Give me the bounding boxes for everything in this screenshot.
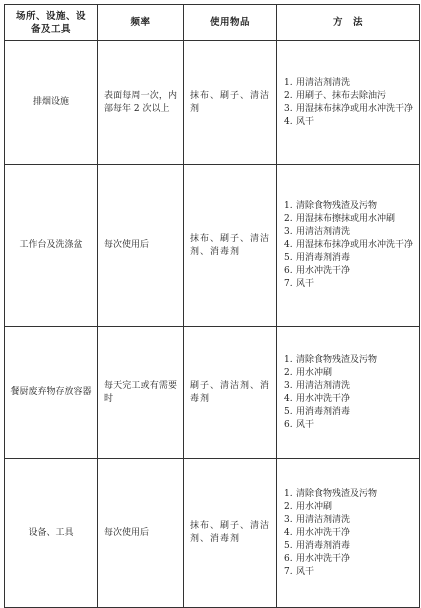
method-step — [284, 553, 415, 566]
step-number: 4. — [284, 393, 293, 404]
step-number: 3. — [284, 514, 293, 525]
step-text: 用清洁剂清洗 — [296, 514, 351, 525]
method-steps-list — [284, 488, 415, 579]
step-text: 风干 — [296, 116, 315, 127]
step-text: 用水冲洗干净 — [296, 553, 351, 564]
step-number: 2. — [284, 501, 293, 512]
items-cell: 抹布、刷子、清洁剂 — [184, 41, 277, 165]
step-number: 2. — [284, 367, 293, 378]
method-steps-list — [284, 354, 415, 432]
step-text: 用刷子、抹布去除油污 — [296, 90, 387, 101]
items-cell: 抹布、刷子、清洁剂、消毒剂 — [184, 165, 277, 327]
method-step — [284, 367, 415, 380]
method-step — [284, 488, 415, 501]
table-body — [5, 41, 420, 608]
method-step — [284, 566, 415, 579]
method-step — [284, 514, 415, 527]
step-number: 3. — [284, 380, 293, 391]
step-text: 风干 — [296, 279, 315, 289]
place-cell: 设备、工具 — [5, 459, 98, 608]
step-number: 5. — [284, 540, 293, 551]
step-number: 1. — [284, 201, 293, 211]
step-number: 1. — [284, 77, 293, 88]
step-number: 6. — [284, 553, 293, 564]
method-step — [284, 90, 415, 103]
method-cell — [277, 41, 420, 165]
step-number: 4. — [284, 527, 293, 538]
step-text: 用清洁剂清洗 — [296, 227, 351, 237]
place-cell: 工作台及洗涤盆 — [5, 165, 98, 327]
step-text: 用清洁剂清洗 — [296, 77, 351, 88]
step-text: 用水冲洗干净 — [296, 266, 351, 276]
step-number: 2. — [284, 214, 293, 224]
step-number: 6. — [284, 266, 293, 276]
table-row — [5, 327, 420, 459]
method-step — [284, 213, 415, 226]
method-step — [284, 116, 415, 129]
frequency-cell: 每次使用后 — [98, 165, 184, 327]
method-step — [284, 406, 415, 419]
table-row — [5, 165, 420, 327]
method-step — [284, 103, 415, 116]
method-step — [284, 239, 415, 252]
method-step — [284, 380, 415, 393]
method-cell — [277, 165, 420, 327]
method-step — [284, 527, 415, 540]
step-number: 5. — [284, 253, 293, 263]
step-number: 6. — [284, 419, 293, 430]
items-cell: 抹布、刷子、清洁剂、消毒剂 — [184, 459, 277, 608]
method-step — [284, 393, 415, 406]
step-text: 用湿抹布擦抹或用水冲刷 — [296, 214, 396, 224]
step-number: 2. — [284, 90, 293, 101]
header-frequency: 频率 — [98, 5, 184, 41]
place-cell: 排烟设施 — [5, 41, 98, 165]
step-number: 4. — [284, 116, 293, 127]
method-step — [284, 540, 415, 553]
method-cell — [277, 459, 420, 608]
header-place: 场所、设施、设备及工具 — [5, 5, 98, 41]
method-step — [284, 77, 415, 90]
step-text: 清除食物残渣及污物 — [296, 201, 378, 211]
step-number: 7. — [284, 566, 293, 577]
step-number: 1. — [284, 354, 293, 365]
step-text: 风干 — [296, 419, 315, 430]
step-text: 用湿抹布抹净或用水冲洗干净 — [296, 103, 414, 114]
step-text: 清除食物残渣及污物 — [296, 488, 378, 499]
step-text: 用水冲洗干净 — [296, 393, 351, 404]
header-items: 使用物品 — [184, 5, 277, 41]
cleaning-schedule-table-wrapper — [4, 4, 420, 608]
step-text: 用消毒剂消毒 — [296, 540, 351, 551]
table-row — [5, 41, 420, 165]
header-method: 方 法 — [277, 5, 420, 41]
step-number: 4. — [284, 240, 293, 250]
method-steps-list — [284, 200, 415, 291]
frequency-cell: 每次使用后 — [98, 459, 184, 608]
method-step — [284, 419, 415, 432]
method-step — [284, 265, 415, 278]
table-row — [5, 459, 420, 608]
place-cell: 餐厨废弃物存放容器 — [5, 327, 98, 459]
step-number: 1. — [284, 488, 293, 499]
step-text: 用水冲刷 — [296, 367, 333, 378]
method-steps-list — [284, 77, 415, 129]
method-step — [284, 252, 415, 265]
method-step — [284, 501, 415, 514]
step-number: 3. — [284, 103, 293, 114]
method-step — [284, 278, 415, 291]
step-text: 清除食物残渣及污物 — [296, 354, 378, 365]
step-text: 用水冲刷 — [296, 501, 333, 512]
method-step — [284, 200, 415, 213]
cleaning-schedule-table — [4, 4, 420, 608]
frequency-cell: 每天完工或有需要时 — [98, 327, 184, 459]
step-number: 5. — [284, 406, 293, 417]
step-text: 用消毒剂消毒 — [296, 253, 351, 263]
step-text: 用水冲洗干净 — [296, 527, 351, 538]
method-step — [284, 354, 415, 367]
step-number: 3. — [284, 227, 293, 237]
method-step — [284, 226, 415, 239]
step-number: 7. — [284, 279, 293, 289]
items-cell: 刷子、清洁剂、消毒剂 — [184, 327, 277, 459]
step-text: 用清洁剂清洗 — [296, 380, 351, 391]
frequency-cell: 表面每周一次，内部每年 2 次以上 — [98, 41, 184, 165]
step-text: 用湿抹布抹净或用水冲洗干净 — [296, 240, 414, 250]
step-text: 风干 — [296, 566, 315, 577]
method-cell — [277, 327, 420, 459]
header-row — [5, 5, 420, 41]
step-text: 用消毒剂消毒 — [296, 406, 351, 417]
